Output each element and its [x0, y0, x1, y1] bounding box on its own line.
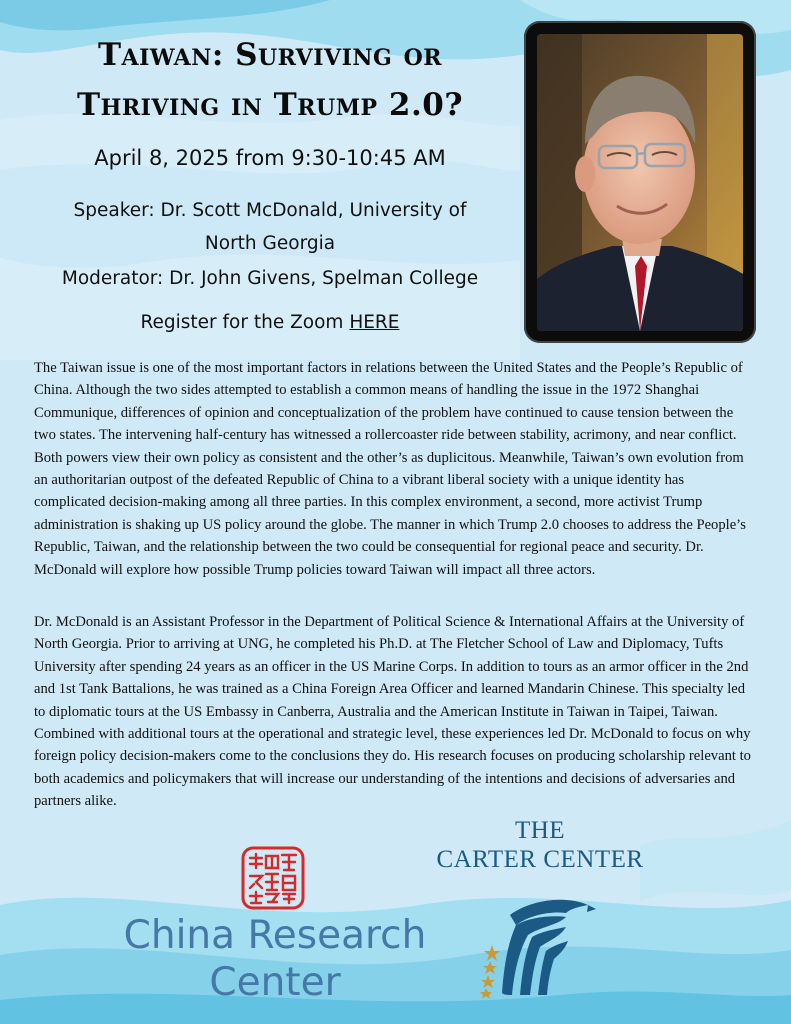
- carter-center-wordmark: [420, 816, 660, 874]
- speaker-photo: [537, 34, 743, 331]
- crc-line2: Center: [209, 960, 341, 1005]
- china-research-center-seal-icon: [240, 846, 306, 910]
- event-title: [20, 30, 520, 130]
- event-moderator: Moderator: Dr. John Givens, Spelman College: [61, 268, 479, 289]
- event-description-paragraph: The Taiwan issue is one of the most important factors in relations between the United States and the People’s Republic of China. Although the two sides attempted to establish a common means of handling the issue in the 1972 Shanghai Communique, differences of opinion and conceptualization of the problem have continued to cause tension between the two states. The intervening half-century has witnessed a rollercoaster ride between stability, acrimony, and near conflict. Both powers view their own policy as consistent and the other’s as duplicitous. Meanwhile, Taiwan’s own evolution from an authoritarian outpost of the defeated Republic of China to a vibrant liberal society with a unique identity has complicated decision-making among all three parties. In this complex environment, a second, more activist Trump administration is shaking up US policy around the globe. The manner in which Trump 2.0 chooses to address the People’s Republic, Taiwan, and the relationship between the two could be consequential for regional peace and security. Dr. McDonald will explore how possible Trump policies toward Taiwan will impact all three actors.: [34, 360, 746, 578]
- speaker-portrait-illustration: [537, 34, 743, 331]
- register-prefix: Register for the Zoom: [140, 312, 350, 333]
- speaker-line2: North Georgia: [204, 233, 336, 254]
- speaker-line1: Speaker: Dr. Scott McDonald, University of: [73, 200, 467, 221]
- event-date: April 8, 2025 from 9:30-10:45 AM: [94, 146, 446, 170]
- carter-line2: CARTER CENTER: [436, 846, 644, 873]
- tablet-camera-icon: [633, 26, 645, 30]
- carter-line1: THE: [514, 817, 566, 844]
- speaker-photo-frame: [524, 21, 756, 343]
- crc-line1: China Research: [123, 913, 427, 958]
- speaker-bio-paragraph: Dr. McDonald is an Assistant Professor in the Department of Political Science & International Affairs at the University of North Georgia. Prior to arriving at UNG, he completed his Ph.D. at The Fletcher School of Law and Diplomacy, Tufts University after spending 24 years as an officer in the US Marine Corps. In addition to tours as an armor officer in the 2nd and 1st Tank Battalions, he was trained as a China Foreign Area Officer and learned Mandarin Chinese. This specialty led to diplomatic tours at the US Embassy in Canberra, Australia and the American Institute in Taiwan in Taipei, Taiwan. Combined with additional tours at the operational and strategic level, these experiences led Dr. McDonald to focus on why foreign policy decision-makers come to the conclusions they do. His research focuses on producing scholarship relevant to both academics and policymakers that will increase our understanding of the intentions and decisions of adversaries and partners alike.: [34, 614, 751, 810]
- event-title-line1: Taiwan: Surviving or: [97, 37, 443, 73]
- event-speaker: [20, 194, 520, 260]
- register-line: [20, 312, 520, 333]
- event-title-line2: Thriving in Trump 2.0?: [77, 87, 463, 123]
- carter-center-eagle-icon: [470, 895, 600, 1000]
- china-research-center-wordmark: [120, 912, 430, 1006]
- register-link[interactable]: HERE: [349, 312, 400, 333]
